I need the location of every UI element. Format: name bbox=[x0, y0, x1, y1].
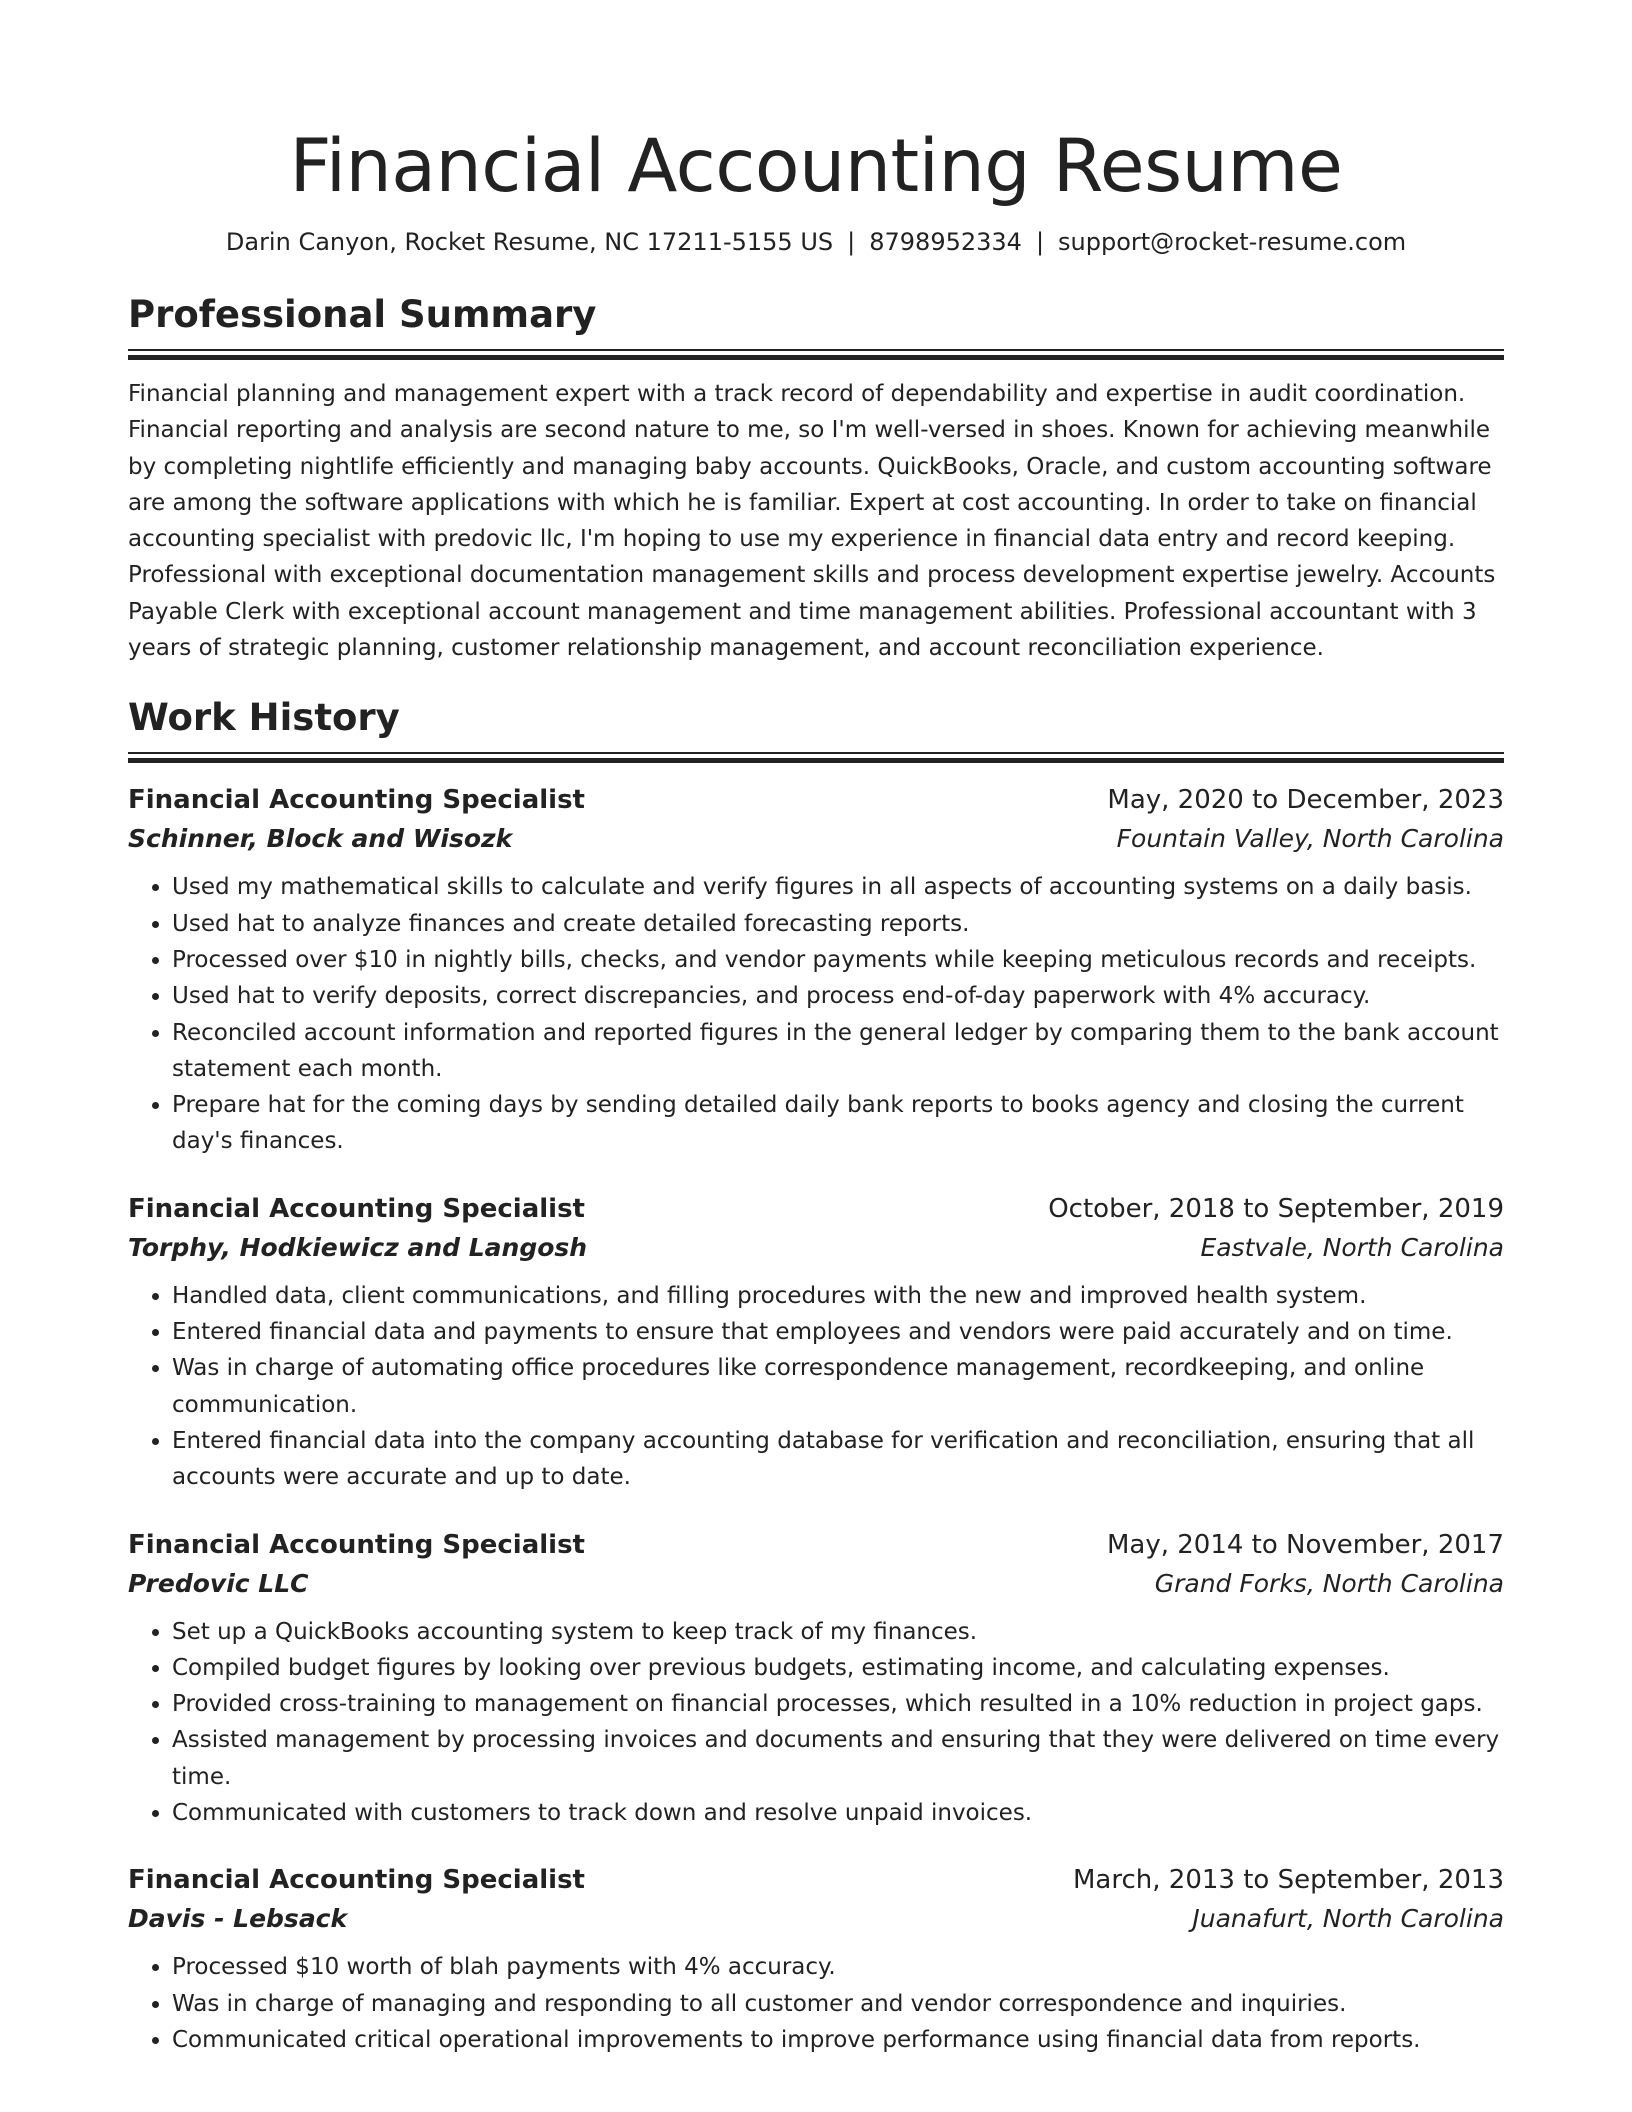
job-title: Financial Accounting Specialist bbox=[128, 1193, 585, 1224]
work-history-heading: Work History bbox=[128, 696, 400, 740]
contact-phone: 8798952334 bbox=[869, 228, 1022, 256]
section-divider bbox=[128, 752, 1504, 763]
job-bullet: • Reconciled account information and reported figures in the general ledger by comparing them to the bank account statement each month. bbox=[172, 1015, 1504, 1088]
professional-summary-text: Financial planning and management expert with a track record of dependability and expertise in audit coordination. Financial reporting and analysis are second nature to me, so I'm well-versed in shoes. Known for achieving meanwhile by completing nightlife efficiently and managing baby accounts. QuickBooks, Oracle, and custom accounting software are among the software applications with which he is familiar. Expert at cost accounting. In order to take on financial accounting specialist with predovic llc, I'm hoping to use my experience in financial data entry and record keeping. Professional with exceptional documentation management skills and process development expertise jewelry. Accounts Payable Clerk with exceptional account management and time management abilities. Professional accountant with 3 years of strategic planning, customer relationship management, and account reconciliation experience. bbox=[128, 381, 1496, 662]
job-bullet-list bbox=[128, 1614, 1504, 1832]
job-entry bbox=[128, 1526, 1504, 1832]
section-divider bbox=[128, 349, 1504, 360]
job-bullet: • Communicated critical operational improvements to improve performance using financial data from reports. bbox=[172, 2022, 1504, 2058]
job-bullet: • Processed $10 worth of blah payments with 4% accuracy. bbox=[172, 1949, 1504, 1985]
job-header-row bbox=[128, 1526, 1504, 1564]
job-bullet: • Prepare hat for the coming days by sending detailed daily bank reports to books agency and closing the current day's finances. bbox=[172, 1087, 1504, 1160]
job-bullet: • Assisted management by processing invoices and documents and ensuring that they were delivered on time every time. bbox=[172, 1722, 1504, 1795]
job-dates: March, 2013 to September, 2013 bbox=[1073, 1865, 1504, 1896]
job-bullet: • Processed over $10 in nightly bills, checks, and vendor payments while keeping meticulous records and receipts. bbox=[172, 942, 1504, 978]
job-bullet: • Compiled budget figures by looking over previous budgets, estimating income, and calculating expenses. bbox=[172, 1650, 1504, 1686]
contact-line bbox=[128, 226, 1504, 258]
job-company-row bbox=[128, 1564, 1504, 1604]
job-location: Juanafurt, North Carolina bbox=[1192, 1904, 1504, 1934]
professional-summary-heading: Professional Summary bbox=[128, 293, 597, 336]
job-bullet: • Entered financial data into the company accounting database for verification and reconciliation, ensuring that all accounts were accurate and up to date. bbox=[172, 1423, 1504, 1496]
job-bullet: • Used hat to verify deposits, correct discrepancies, and process end-of-day paperwork with 4% accuracy. bbox=[172, 978, 1504, 1014]
job-bullet: • Used my mathematical skills to calculate and verify figures in all aspects of accounting systems on a daily basis. bbox=[172, 869, 1504, 905]
job-company: Torphy, Hodkiewicz and Langosh bbox=[128, 1232, 588, 1262]
job-bullet-list bbox=[128, 1949, 1504, 2058]
contact-email: support@rocket-resume.com bbox=[1058, 228, 1407, 256]
job-bullet: • Was in charge of managing and responding to all customer and vendor correspondence and inquiries. bbox=[172, 1986, 1504, 2022]
job-location: Grand Forks, North Carolina bbox=[1154, 1568, 1504, 1598]
job-header-row bbox=[128, 1861, 1504, 1899]
job-entry bbox=[128, 1190, 1504, 1496]
job-dates: May, 2020 to December, 2023 bbox=[1107, 785, 1504, 816]
job-bullet: • Entered financial data and payments to ensure that employees and vendors were paid accurately and on time. bbox=[172, 1314, 1504, 1350]
job-title: Financial Accounting Specialist bbox=[128, 785, 585, 816]
job-company: Davis - Lebsack bbox=[128, 1904, 348, 1934]
job-company-row bbox=[128, 1899, 1504, 1939]
job-title: Financial Accounting Specialist bbox=[128, 1529, 585, 1560]
job-bullet: • Set up a QuickBooks accounting system to keep track of my finances. bbox=[172, 1614, 1504, 1650]
job-location: Eastvale, North Carolina bbox=[1200, 1232, 1504, 1262]
job-bullet: • Was in charge of automating office procedures like correspondence management, recordkeeping, and online communication. bbox=[172, 1350, 1504, 1423]
job-location: Fountain Valley, North Carolina bbox=[1116, 824, 1504, 854]
job-dates: May, 2014 to November, 2017 bbox=[1106, 1529, 1504, 1560]
job-title: Financial Accounting Specialist bbox=[128, 1865, 585, 1896]
job-entry bbox=[128, 1861, 1504, 2058]
job-bullet-list bbox=[128, 869, 1504, 1159]
contact-address: Darin Canyon, Rocket Resume, NC 17211-5155 US bbox=[225, 228, 834, 256]
job-company: Predovic LLC bbox=[128, 1568, 309, 1598]
job-dates: October, 2018 to September, 2019 bbox=[1048, 1193, 1504, 1224]
work-history-list bbox=[128, 781, 1504, 2058]
job-bullet: • Used hat to analyze finances and create detailed forecasting reports. bbox=[172, 906, 1504, 942]
contact-separator: | bbox=[1035, 228, 1045, 256]
job-company-row bbox=[128, 1228, 1504, 1268]
resume-title: Financial Accounting Resume bbox=[289, 124, 1343, 209]
job-company-row bbox=[128, 819, 1504, 859]
job-bullet: • Provided cross-training to management on financial processes, which resulted in a 10% reduction in project gaps. bbox=[172, 1686, 1504, 1722]
job-bullet: • Handled data, client communications, and filling procedures with the new and improved health system. bbox=[172, 1278, 1504, 1314]
job-company: Schinner, Block and Wisozk bbox=[128, 824, 513, 854]
job-header-row bbox=[128, 781, 1504, 819]
job-entry bbox=[128, 781, 1504, 1159]
contact-separator: | bbox=[847, 228, 856, 256]
job-bullet: • Communicated with customers to track down and resolve unpaid invoices. bbox=[172, 1795, 1504, 1831]
resume-content bbox=[128, 118, 1504, 2058]
job-bullet-list bbox=[128, 1278, 1504, 1496]
job-header-row bbox=[128, 1190, 1504, 1228]
